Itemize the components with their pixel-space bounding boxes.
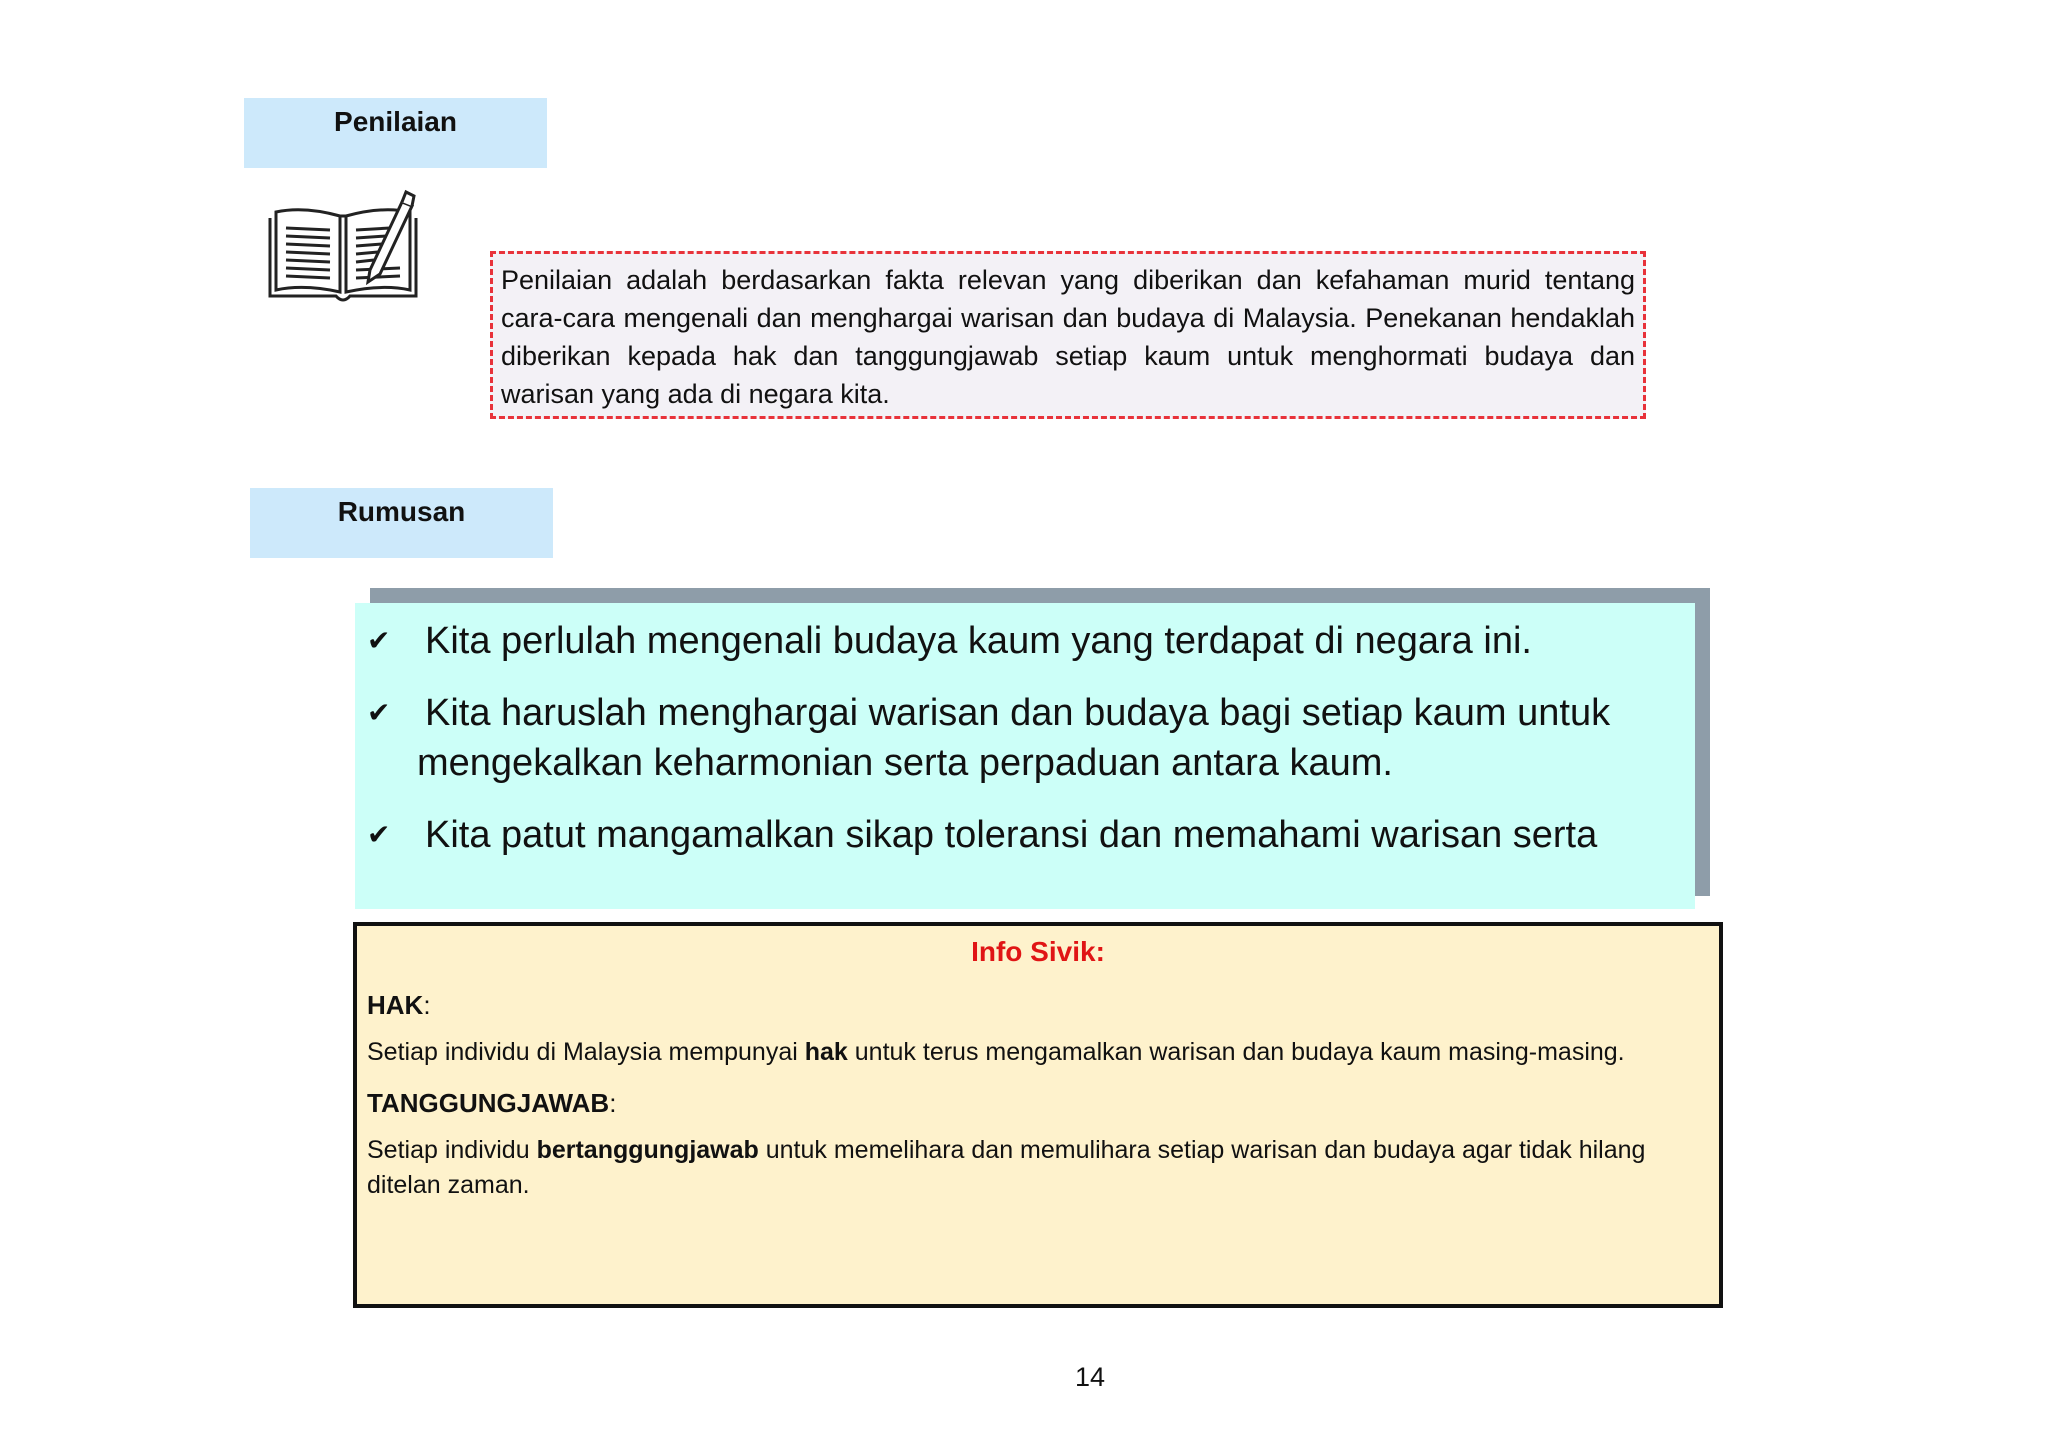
hak-label: HAK: <box>367 990 431 1020</box>
checkmark-icon: ✔ <box>367 625 391 656</box>
tanggungjawab-label: TANGGUNGJAWAB: <box>367 1088 617 1118</box>
checkmark-icon: ✔ <box>367 697 391 728</box>
info-title: Info Sivik: <box>971 936 1105 967</box>
info-sivik-box <box>353 922 1723 1308</box>
page-number: 14 <box>1074 1362 1106 1392</box>
hak-body: Setiap individu di Malaysia mempunyai hak untuk terus mengamalkan warisan dan budaya kaum masing-masing. <box>367 1038 1625 1066</box>
summary-box <box>355 603 1695 909</box>
book-with-pen-icon <box>264 188 422 306</box>
summary-item: ✔ Kita patut mangamalkan sikap toleransi dan memahami warisan serta <box>367 810 1667 860</box>
rumusan-heading: Rumusan <box>250 488 553 558</box>
summary-item: ✔ Kita perlulah mengenali budaya kaum yang terdapat di negara ini. <box>367 616 1667 666</box>
penilaian-heading: Penilaian <box>244 98 547 168</box>
tanggungjawab-body: Setiap individu bertanggungjawab untuk memelihara dan memulihara setiap warisan dan budaya agar tidak hilang ditelan zaman. <box>367 1136 1646 1199</box>
summary-item: ✔ Kita haruslah menghargai warisan dan budaya bagi setiap kaum untuk mengekalkan keharmonian serta perpaduan antara kaum. <box>367 688 1667 788</box>
checkmark-icon: ✔ <box>367 819 391 850</box>
assessment-text: Penilaian adalah berdasarkan fakta relevan yang diberikan dan kefahaman murid tentang cara-cara mengenali dan menghargai warisan dan budaya di Malaysia. Penekanan hendaklah diberikan kepada hak dan tanggungjawab setiap kaum untuk menghormati budaya dan warisan yang ada di negara kita. <box>501 265 1635 409</box>
assessment-text-box <box>490 251 1646 419</box>
